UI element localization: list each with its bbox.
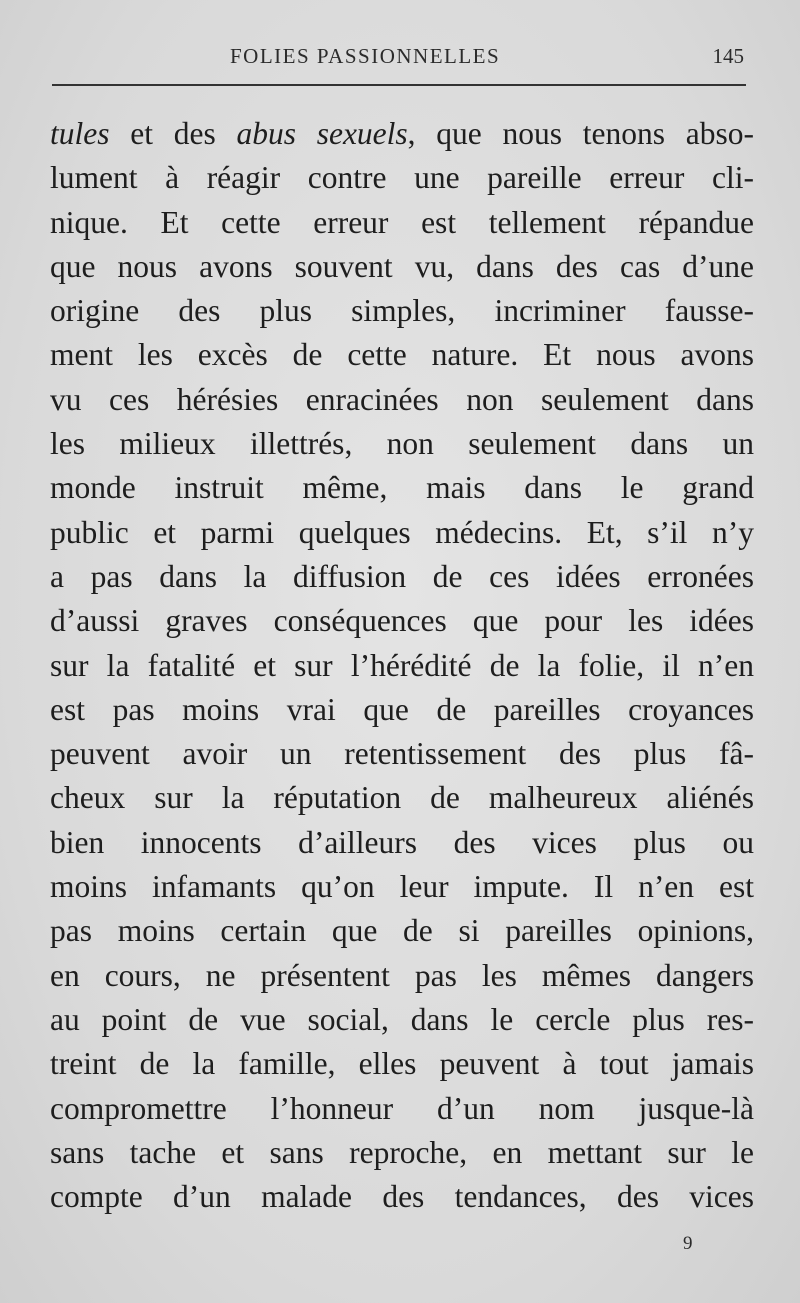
signature-mark: 9 <box>683 1233 693 1254</box>
header-rule <box>52 84 746 86</box>
text-line: les milieux illettrés, non seulement dans un <box>50 426 754 462</box>
body-text <box>50 112 754 1219</box>
text-line: pas moins certain que de si pareilles opinions, <box>50 913 754 949</box>
text-line: en cours, ne présentent pas les mêmes dangers <box>50 957 754 993</box>
running-head <box>52 40 748 74</box>
italic-term: abus sexuels <box>236 116 408 151</box>
text-line: a pas dans la diffusion de ces idées erronées <box>50 558 754 594</box>
text-line: sans tache et sans reproche, en mettant sur le <box>50 1134 754 1170</box>
text-line: nique. Et cette erreur est tellement répandue <box>50 204 754 240</box>
text-line: bien innocents d’ailleurs des vices plus ou <box>50 824 754 860</box>
text-line: treint de la famille, elles peuvent à tout jamais <box>50 1046 754 1082</box>
text-line: est pas moins vrai que de pareilles croyances <box>50 691 754 727</box>
text-line: public et parmi quelques médecins. Et, s’il n’y <box>50 514 754 550</box>
text-line: lument à réagir contre une pareille erreur cli- <box>50 160 754 196</box>
text-line: vu ces hérésies enracinées non seulement dans <box>50 381 754 417</box>
text-line: que nous avons souvent vu, dans des cas d’une <box>50 248 754 284</box>
text-line: monde instruit même, mais dans le grand <box>50 470 754 506</box>
text-line: tules et des abus sexuels, que nous tenons abso- <box>50 116 754 151</box>
text-line: origine des plus simples, incriminer fausse- <box>50 293 754 329</box>
text-line: cheux sur la réputation de malheureux aliénés <box>50 780 754 816</box>
text-line: compte d’un malade des tendances, des vices <box>50 1179 754 1215</box>
running-title: FOLIES PASSIONNELLES <box>230 44 501 68</box>
text-line: moins infamants qu’on leur impute. Il n’en est <box>50 869 754 905</box>
text-line: d’aussi graves conséquences que pour les idées <box>50 603 754 639</box>
text-line: au point de vue social, dans le cercle plus res- <box>50 1001 754 1037</box>
text-line: sur la fatalité et sur l’hérédité de la folie, il n’en <box>50 647 754 683</box>
italic-term: tules <box>50 116 110 151</box>
text-line: ment les excès de cette nature. Et nous avons <box>50 337 754 373</box>
page-number: 145 <box>712 44 744 68</box>
text-line: peuvent avoir un retentissement des plus fâ- <box>50 736 754 772</box>
text-line: compromettre l’honneur d’un nom jusque-là <box>50 1090 754 1126</box>
